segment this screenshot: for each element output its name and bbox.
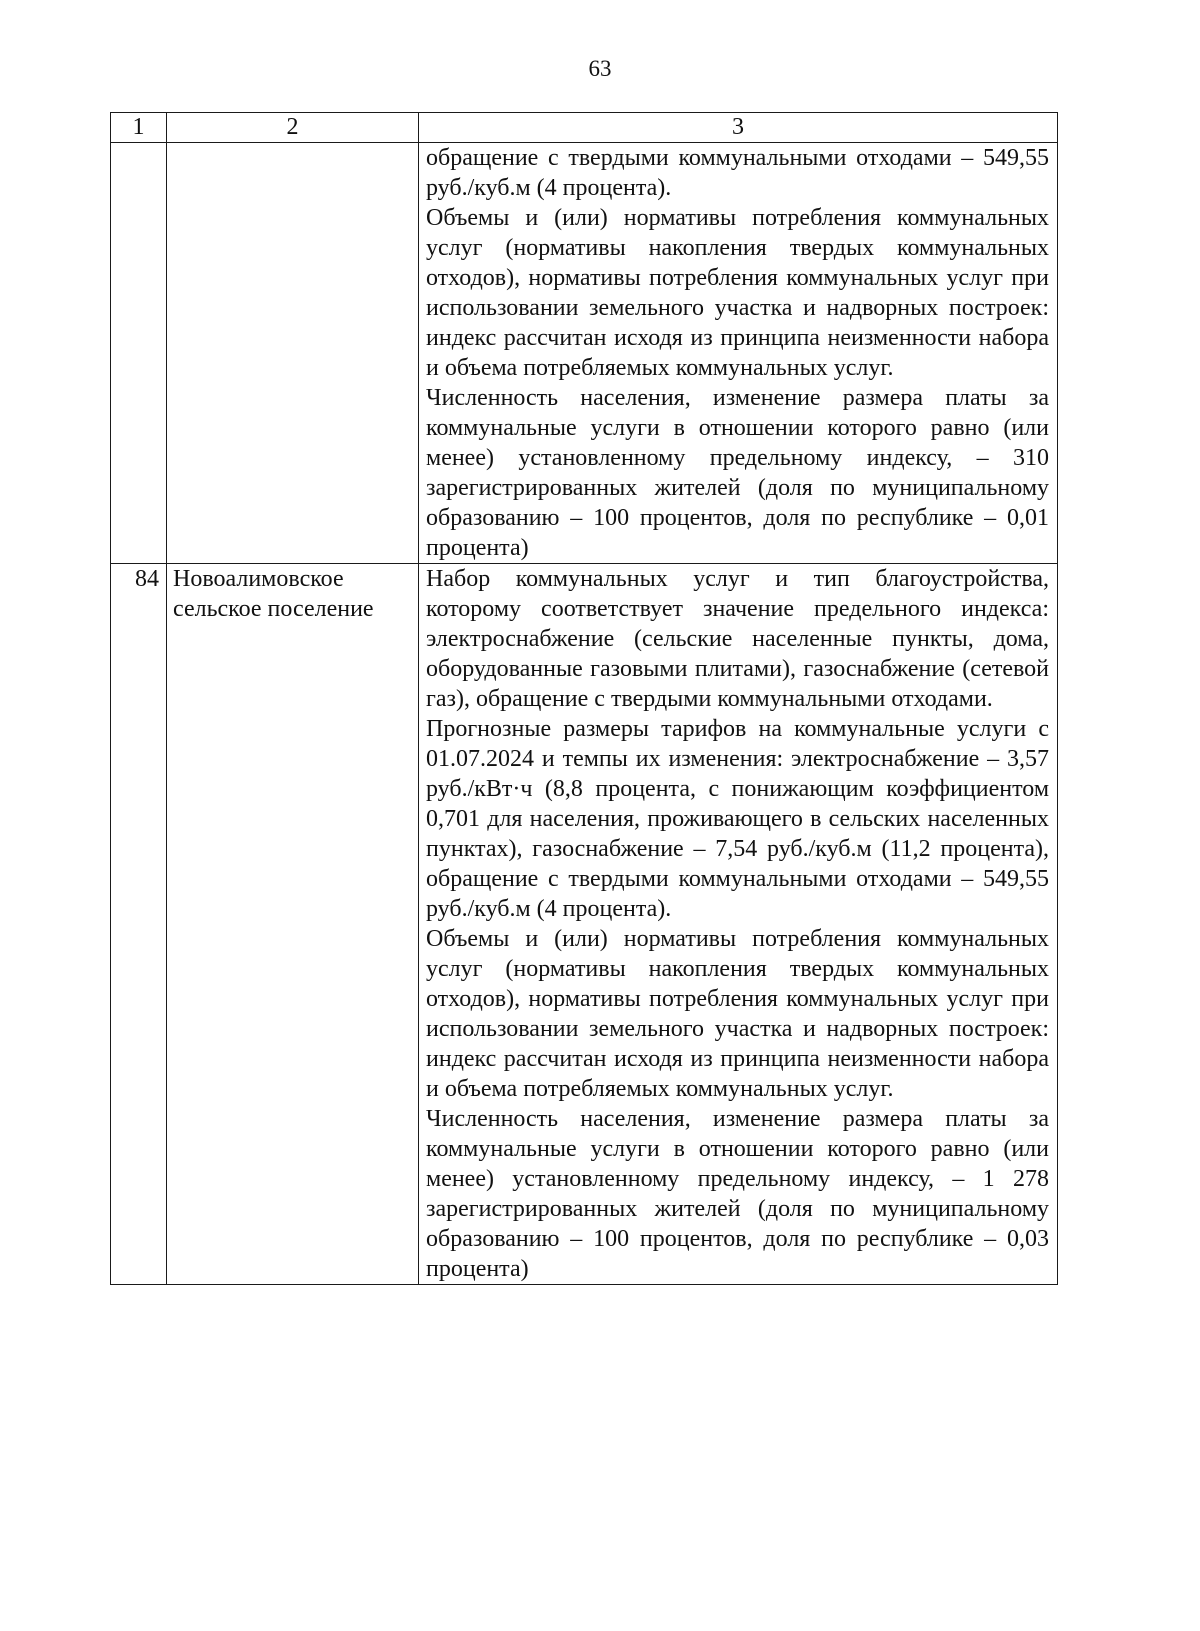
column-header-2: 2 [167,113,419,143]
row-description [419,564,1058,1285]
paragraph: обращение с твердыми коммунальными отходами – 549,55 руб./куб.м (4 процента). [426,145,1049,201]
paragraph: Численность населения, изменение размера платы за коммунальные услуги в отношении которого равно (или менее) установленному предельному индексу, – 1 278 зарегистрированных жителей (доля по муниципальному образованию – 100 процентов, доля по республике – 0,03 процента) [426,1106,1049,1282]
column-header-1: 1 [111,113,167,143]
table-row [111,143,1058,564]
paragraph: Объемы и (или) нормативы потребления коммунальных услуг (нормативы накопления твердых коммунальных отходов), нормативы потребления коммунальных услуг при использовании земельного участка и надворных построек: индекс рассчитан исходя из принципа неизменности набора и объема потребляемых коммунальных услуг. [426,926,1049,1102]
paragraph: Прогнозные размеры тарифов на коммунальные услуги с 01.07.2024 и темпы их изменения: электроснабжение – 3,57 руб./кВт·ч (8,8 процента, с понижающим коэффициентом 0,701 для населения, проживающего в сельских населенных пунктах), газоснабжение – 7,54 руб./куб.м (11,2 процента), обращение с твердыми коммунальными отходами – 549,55 руб./куб.м (4 процента). [426,716,1049,922]
row-number [111,143,167,564]
page-number: 63 [588,56,612,81]
paragraph: Объемы и (или) нормативы потребления коммунальных услуг (нормативы накопления твердых коммунальных отходов), нормативы потребления коммунальных услуг при использовании земельного участка и надворных построек: индекс рассчитан исходя из принципа неизменности набора и объема потребляемых коммунальных услуг. [426,205,1049,381]
document-table [110,112,1058,1285]
paragraph: Численность населения, изменение размера платы за коммунальные услуги в отношении которого равно (или менее) установленному предельному индексу, – 310 зарегистрированных жителей (доля по муниципальному образованию – 100 процентов, доля по республике – 0,01 процента) [426,385,1049,561]
row-description [419,143,1058,564]
row-number: 84 [111,564,167,1285]
column-header-3: 3 [419,113,1058,143]
table-header-row [111,113,1058,143]
paragraph: Набор коммунальных услуг и тип благоустройства, которому соответствует значение предельного индекса: электроснабжение (сельские населенные пункты, дома, оборудованные газовыми плитами), газоснабжение (сетевой газ), обращение с твердыми коммунальными отходами. [426,566,1049,712]
settlement-name [167,143,419,564]
settlement-name: Новоалимовское сельское поселение [167,564,419,1285]
table-row [111,564,1058,1285]
